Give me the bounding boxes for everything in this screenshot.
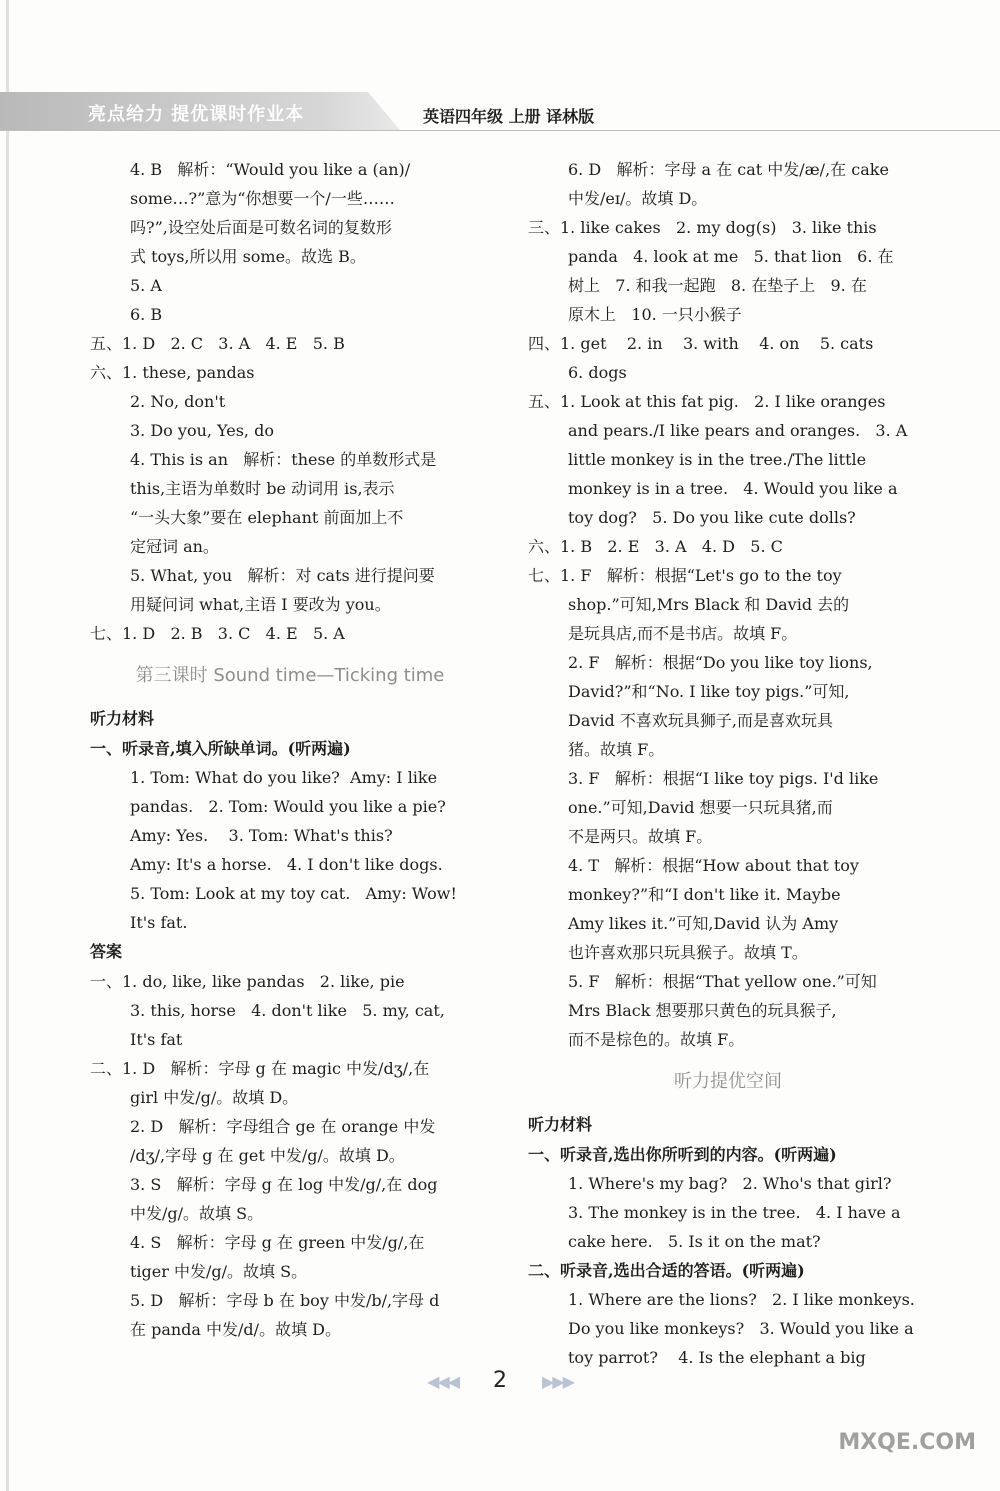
left-column: [90, 155, 490, 1344]
answer-block-1: [90, 155, 490, 648]
text-line: 一、1. do, like, like pandas 2. like, pie: [90, 972, 405, 991]
text-line: 在 panda 中发/d/。故填 D。: [130, 1320, 341, 1339]
prev-arrows-icon: ◀◀◀: [427, 1372, 458, 1391]
text-line: 七、1. F 解析：根据“Let's go to the toy: [528, 566, 842, 585]
text-line: 2. D 解析：字母组合 ge 在 orange 中发: [130, 1117, 436, 1136]
text-line: 2. No, don't: [130, 392, 226, 411]
text-line: 四、1. get 2. in 3. with 4. on 5. cats: [528, 334, 874, 353]
text-line: 式 toys,所以用 some。故选 B。: [130, 247, 366, 266]
text-line: 而不是棕色的。故填 F。: [568, 1030, 745, 1049]
listening-script: [528, 1169, 928, 1256]
text-line: 1. Where are the lions? 2. I like monkeys.: [568, 1290, 915, 1309]
text-line: girl 中发/g/。故填 D。: [130, 1088, 299, 1107]
section-title-lesson3: 第三课时 Sound time—Ticking time: [135, 665, 445, 686]
text-line: 原木上 10. 一只小猴子: [568, 305, 742, 324]
text-line: David?”和“No. I like toy pigs.”可知,: [568, 682, 850, 701]
text-line: 吗?”,设空处后面是可数名词的复数形: [130, 218, 392, 237]
watermark-text: MXQE.COM: [838, 1430, 976, 1455]
text-line: 树上 7. 和我一起跑 8. 在垫子上 9. 在: [568, 276, 867, 295]
question-heading: 一、听录音,选出你所听到的内容。(听两遍): [528, 1145, 837, 1164]
text-line: 4. B 解析：“Would you like a (an)/: [130, 160, 411, 179]
text-line: 中发/g/。故填 S。: [130, 1204, 264, 1223]
listening-script: [528, 1285, 928, 1372]
text-line: 三、1. like cakes 2. my dog(s) 3. like this: [528, 218, 877, 237]
answer-label: 答案: [90, 942, 123, 961]
text-line: monkey is in a tree. 4. Would you like a: [568, 479, 898, 498]
text-line: 5. F 解析：根据“That yellow one.”可知: [568, 972, 877, 991]
text-line: 3. Do you, Yes, do: [130, 421, 274, 440]
text-line: panda 4. look at me 5. that lion 6. 在: [568, 247, 894, 266]
text-line: 5. D 解析：字母 b 在 boy 中发/b/,字母 d: [130, 1291, 440, 1310]
text-line: 3. F 解析：根据“I like toy pigs. I'd like: [568, 769, 879, 788]
text-line: 是玩具店,而不是书店。故填 F。: [568, 624, 798, 643]
text-line: 不是两只。故填 F。: [568, 827, 713, 846]
text-line: 六、1. B 2. E 3. A 4. D 5. C: [528, 537, 783, 556]
text-line: 3. S 解析：字母 g 在 log 中发/g/,在 dog: [130, 1175, 438, 1194]
text-line: one.”可知,David 想要一只玩具猪,而: [568, 798, 833, 817]
text-line: 1. Tom: What do you like? Amy: I like: [130, 768, 438, 787]
next-arrows-icon: ▶▶▶: [542, 1372, 573, 1391]
text-line: 5. Tom: Look at my toy cat. Amy: Wow!: [130, 884, 457, 903]
header-rule: [0, 130, 1000, 131]
text-line: 3. The monkey is in the tree. 4. I have a: [568, 1203, 901, 1222]
answer-block-3: [528, 155, 928, 1054]
text-line: little monkey is in the tree./The little: [568, 450, 867, 469]
text-line: 4. This is an 解析：these 的单数形式是: [130, 450, 437, 469]
text-line: Mrs Black 想要那只黄色的玩具猴子,: [568, 1001, 837, 1020]
text-line: and pears./I like pears and oranges. 3. A: [568, 421, 908, 440]
page-footer: [0, 1368, 1000, 1393]
text-line: 6. B: [130, 305, 163, 324]
text-line: 3. this, horse 4. don't like 5. my, cat,: [130, 1001, 445, 1020]
text-line: pandas. 2. Tom: Would you like a pie?: [130, 797, 446, 816]
listening-material-label: 听力材料: [528, 1115, 593, 1134]
text-line: It's fat.: [130, 913, 188, 932]
answer-block-2: [90, 967, 490, 1344]
text-line: 六、1. these, pandas: [90, 363, 255, 382]
text-line: 1. Where's my bag? 2. Who's that girl?: [568, 1174, 892, 1193]
right-column: [528, 155, 928, 1372]
text-line: some…?”意为“你想要一个/一些……: [130, 189, 395, 208]
text-line: Amy: Yes. 3. Tom: What's this?: [130, 826, 393, 845]
text-line: 6. D 解析：字母 a 在 cat 中发/æ/,在 cake: [568, 160, 889, 179]
text-line: 2. F 解析：根据“Do you like toy lions,: [568, 653, 873, 672]
text-line: David 不喜欢玩具狮子,而是喜欢玩具: [568, 711, 833, 730]
text-line: Amy: It's a horse. 4. I don't like dogs.: [130, 855, 443, 874]
text-line: Do you like monkeys? 3. Would you like a: [568, 1319, 914, 1338]
subject-title: 英语四年级 上册 译林版: [423, 107, 595, 126]
text-line: toy parrot? 4. Is the elephant a big: [568, 1348, 866, 1367]
text-line: It's fat: [130, 1030, 183, 1049]
page-edge: [6, 0, 9, 1491]
text-line: Amy likes it.”可知,David 认为 Amy: [568, 914, 839, 933]
text-line: /dʒ/,字母 g 在 get 中发/g/。故填 D。: [130, 1146, 405, 1165]
question-heading: 一、听录音,填入所缺单词。(听两遍): [90, 739, 351, 758]
text-line: 五、1. Look at this fat pig. 2. I like oranges: [528, 392, 886, 411]
text-line: 也许喜欢那只玩具猴子。故填 T。: [568, 943, 808, 962]
text-line: 用疑问词 what,主语 I 要改为 you。: [130, 595, 391, 614]
text-line: 4. S 解析：字母 g 在 green 中发/g/,在: [130, 1233, 425, 1252]
text-line: monkey?”和“I don't like it. Maybe: [568, 885, 841, 904]
text-line: tiger 中发/g/。故填 S。: [130, 1262, 308, 1281]
listening-script: [90, 763, 490, 937]
text-line: 定冠词 an。: [130, 537, 219, 556]
text-line: shop.”可知,Mrs Black 和 David 去的: [568, 595, 850, 614]
page-number: 2: [493, 1368, 507, 1393]
text-line: 七、1. D 2. B 3. C 4. E 5. A: [90, 624, 345, 643]
text-line: 4. T 解析：根据“How about that toy: [568, 856, 859, 875]
text-line: 二、1. D 解析：字母 g 在 magic 中发/dʒ/,在: [90, 1059, 430, 1078]
text-line: 猪。故填 F。: [568, 740, 665, 759]
text-line: 5. A: [130, 276, 162, 295]
text-line: “一头大象”要在 elephant 前面加上不: [130, 508, 404, 527]
series-title: 亮点给力 提优课时作业本: [88, 104, 305, 125]
text-line: this,主语为单数时 be 动词用 is,表示: [130, 479, 395, 498]
text-line: toy dog? 5. Do you like cute dolls?: [568, 508, 856, 527]
section-title-listening: 听力提优空间: [674, 1071, 782, 1092]
listening-material-label: 听力材料: [90, 709, 155, 728]
text-line: 5. What, you 解析：对 cats 进行提问要: [130, 566, 435, 585]
text-line: cake here. 5. Is it on the mat?: [568, 1232, 821, 1251]
question-heading: 二、听录音,选出合适的答语。(听两遍): [528, 1261, 805, 1280]
text-line: 6. dogs: [568, 363, 627, 382]
text-line: 五、1. D 2. C 3. A 4. E 5. B: [90, 334, 345, 353]
text-line: 中发/eɪ/。故填 D。: [568, 189, 708, 208]
